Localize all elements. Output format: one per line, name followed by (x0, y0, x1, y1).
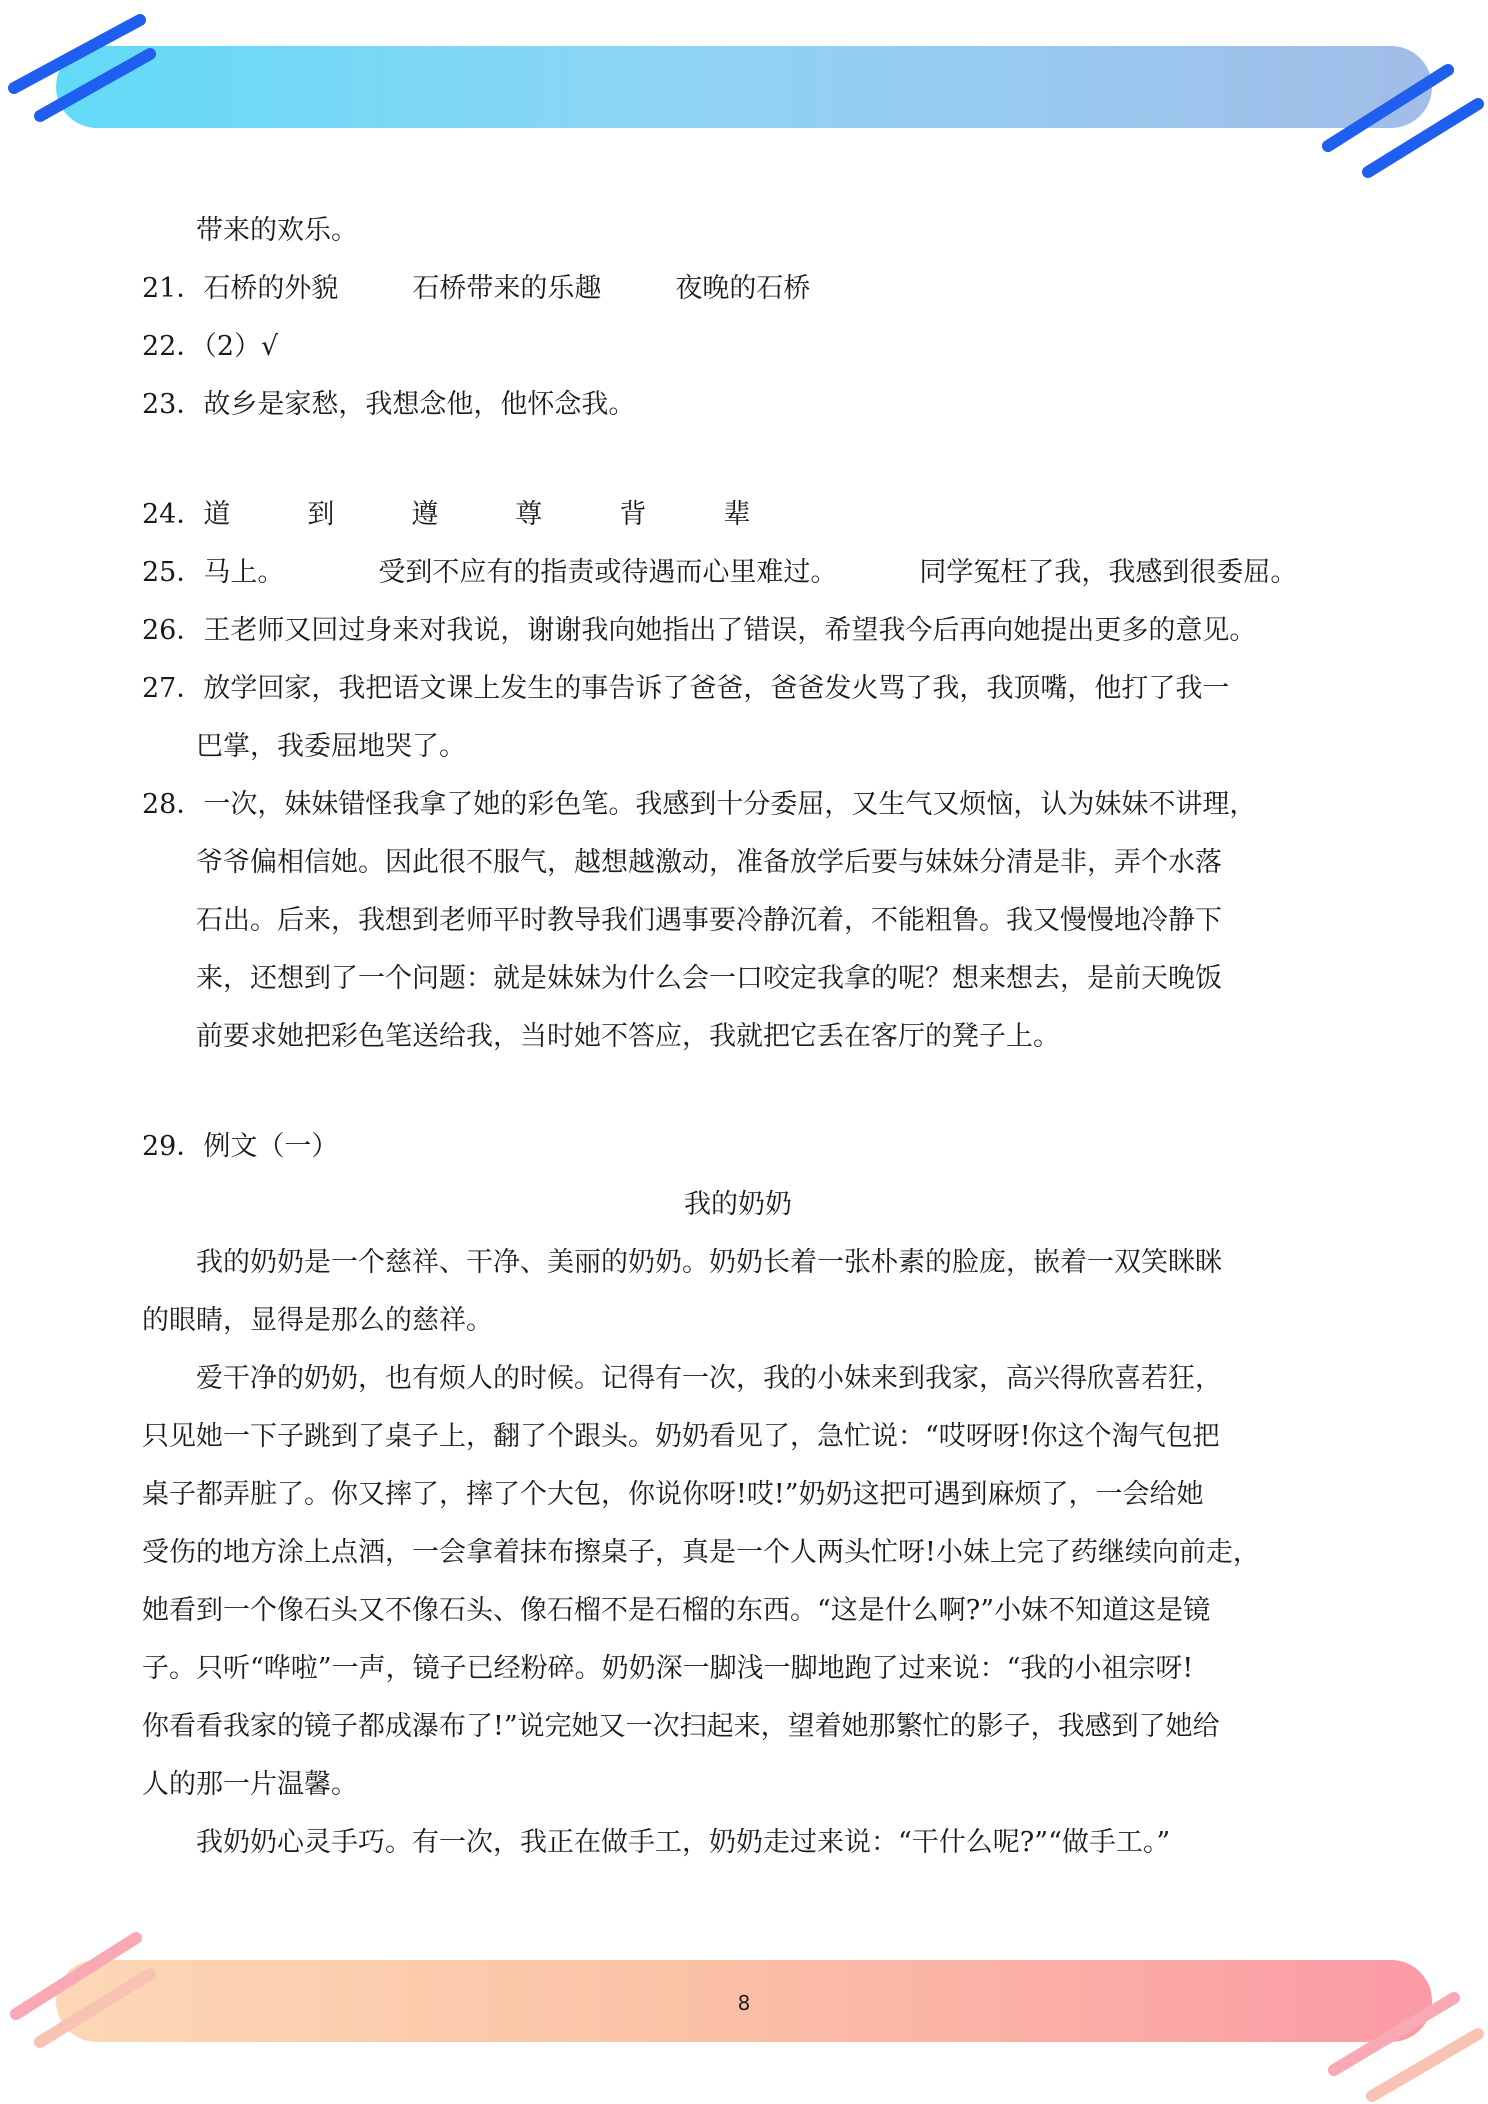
answer-25-c: 同学冤枉了我，我感到很委屈。 (919, 557, 1298, 588)
answer-28-line-2: 爷爷偏相信她。因此很不服气，越想越激动，准备放学后要与妹妹分清是非，弄个水落 (196, 847, 1222, 878)
essay-paragraph-2-line: 你看看我家的镜子都成瀑布了!”说完她又一次扫起来，望着她那繁忙的影子，我感到了她给 (142, 1711, 1220, 1742)
answer-25-b: 受到不应有的指责或待遇而心里难过。 (378, 557, 838, 588)
answer-28-line-5: 前要求她把彩色笔送给我，当时她不答应，我就把它丢在客厅的凳子上。 (196, 1021, 1060, 1052)
header-band (56, 46, 1432, 128)
answer-28-line-4: 来，还想到了一个问题：就是妹妹为什么会一口咬定我拿的呢？想来想去，是前天晚饭 (196, 963, 1222, 994)
answer-25 (142, 555, 1297, 591)
essay-paragraph-2-line: 子。只听“哗啦”一声，镜子已经粉碎。奶奶深一脚浅一脚地跑了过来说：“我的小祖宗呀! (142, 1653, 1194, 1684)
answer-24-word: 尊 (515, 499, 543, 530)
essay-paragraph-2-line: 只见她一下子跳到了桌子上，翻了个跟头。奶奶看见了，急忙说：“哎呀呀!你这个淘气包把 (142, 1421, 1220, 1452)
answer-number: 21． (142, 273, 204, 304)
essay-paragraph-1-line: 我的奶奶是一个慈祥、干净、美丽的奶奶。奶奶长着一张朴素的脸庞，嵌着一双笑眯眯 (196, 1247, 1222, 1278)
answer-24-word: 辈 (723, 499, 751, 530)
header-stripes-right (1308, 48, 1488, 208)
line-continuation: 带来的欢乐。 (196, 215, 358, 246)
page-number: 8 (737, 1991, 751, 2015)
essay-paragraph-2-line: 受伤的地方涂上点酒，一会拿着抹布擦桌子，真是一个人两头忙呀!小妹上完了药继续向前走， (142, 1537, 1260, 1568)
answer-number: 25． (142, 557, 204, 588)
essay-paragraph-3-line: 我奶奶心灵手巧。有一次，我正在做手工，奶奶走过来说：“干什么呢?”“做手工。” (196, 1827, 1171, 1858)
answer-24-word: 到 (307, 499, 335, 530)
answer-25-a: 马上。 (203, 557, 285, 588)
answer-26: 26．王老师又回过身来对我说，谢谢我向她指出了错误，希望我今后再向她提出更多的意见。 (142, 615, 1257, 646)
answer-21 (142, 271, 810, 307)
answer-27-line-1: 27．放学回家，我把语文课上发生的事告诉了爸爸，爸爸发火骂了我，我顶嘴，他打了我一 (142, 673, 1230, 704)
essay-paragraph-2-line: 爱干净的奶奶，也有烦人的时候。记得有一次，我的小妹来到我家，高兴得欣喜若狂， (196, 1363, 1222, 1394)
answer-22: 22．（2）√ (142, 331, 279, 362)
answer-21-a: 石桥的外貌 (203, 273, 339, 304)
answer-24-word: 道 (203, 499, 231, 530)
essay-paragraph-2-line: 她看到一个像石头又不像石头、像石榴不是石榴的东西。“这是什么啊?”小妹不知道这是镜 (142, 1595, 1211, 1626)
answer-number: 24． (142, 499, 204, 530)
essay-paragraph-1-line: 的眼睛，显得是那么的慈祥。 (142, 1305, 493, 1336)
answer-24-word: 背 (619, 499, 647, 530)
answer-27-line-2: 巴掌，我委屈地哭了。 (196, 731, 466, 762)
answer-21-b: 石桥带来的乐趣 (412, 273, 602, 304)
answer-24-word: 遵 (411, 499, 439, 530)
answer-23: 23．故乡是家愁，我想念他，他怀念我。 (142, 389, 636, 420)
essay-title: 我的奶奶 (684, 1189, 792, 1220)
answer-28-line-1: 28．一次，妹妹错怪我拿了她的彩色笔。我感到十分委屈，又生气又烦恼，认为妹妹不讲理， (142, 789, 1257, 820)
answer-29: 29．例文（一） (142, 1131, 339, 1162)
essay-paragraph-2-line: 桌子都弄脏了。你又摔了，摔了个大包，你说你呀!哎!”奶奶这把可遇到麻烦了，一会给她 (142, 1479, 1204, 1510)
answer-24 (142, 497, 750, 533)
answer-21-c: 夜晚的石桥 (675, 273, 811, 304)
header-stripes-left (0, 0, 180, 140)
answer-28-line-3: 石出。后来，我想到老师平时教导我们遇事要冷静沉着，不能粗鲁。我又慢慢地冷静下 (196, 905, 1222, 936)
essay-paragraph-2-line: 人的那一片温馨。 (142, 1769, 358, 1800)
